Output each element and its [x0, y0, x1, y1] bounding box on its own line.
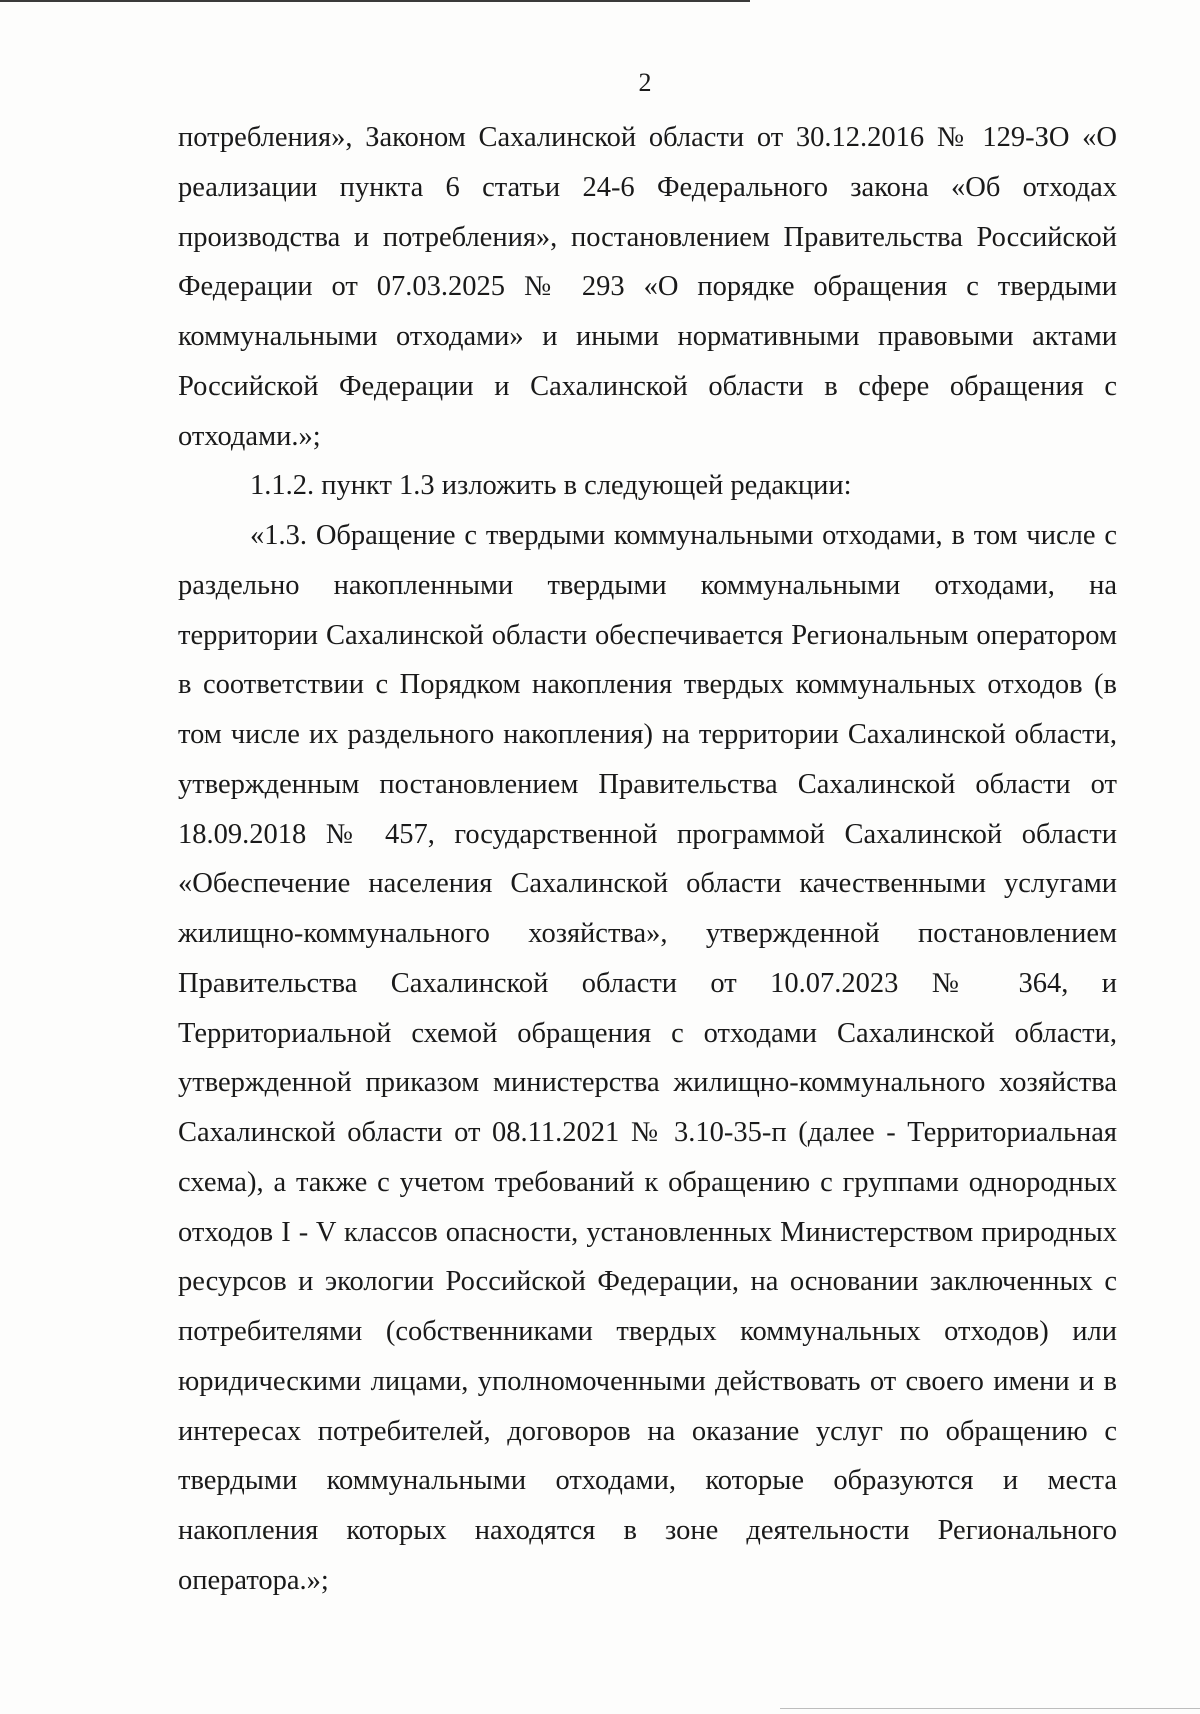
paragraph-amendment-item: 1.1.2. пункт 1.3 изложить в следующей редакции:: [250, 470, 852, 502]
paragraph-clause-1-3: «1.3. Обращение с твердыми коммунальными отходами, в том числе с раздельно накопленными твердыми коммунальными отходами, на территории Сахалинской области обеспечивается Региональным оператором в соответствии с Порядком накопления твердых коммунальных отходов (в том числе их раздельного накопления) на территории Сахалинской области, утвержденным постановлением Правительства Сахалинской области от 18.09.2018 № 457, государственной программой Сахалинской области «Обеспечение населения Сахалинской области качественными услугами жилищно-коммунального хозяйства», утвержденной постановлением Правительства Сахалинской области от 10.07.2023 № 364, и Территориальной схемой обращения с отходами Сахалинской области, утвержденной приказом министерства жилищно-коммунального хозяйства Сахалинской области от 08.11.2021 № 3.10-35-п (далее - Территориальная схема), а также с учетом требований к обращению с группами однородных отходов I - V классов опасности, установленных Министерством природных ресурсов и экологии Российской Федерации, на основании заключенных с потребителями (собственниками твердых коммунальных отходов) или юридическими лицами, уполномоченными действовать от своего имени и в интересах потребителей, договоров на оказание услуг по обращению с твердыми коммунальными отходами, которые образуются и места накопления которых находятся в зоне деятельности Регионального оператора.»;: [178, 520, 1117, 1596]
page-number: 2: [638, 68, 652, 97]
paragraph-continuation: потребления», Законом Сахалинской области от 30.12.2016 № 129-ЗО «О реализации пункта 6 статьи 24-6 Федерального закона «Об отходах производства и потребления», постановлением Правительства Российской Федерации от 07.03.2025 № 293 «О порядке обращения с твердыми коммунальными отходами» и иными нормативными правовыми актами Российской Федерации и Сахалинской области в сфере обращения с отходами.»;: [178, 122, 1117, 452]
scan-edge-line: [780, 1708, 1200, 1709]
document-body: [178, 113, 1117, 1606]
scan-edge-line: [0, 0, 750, 2]
